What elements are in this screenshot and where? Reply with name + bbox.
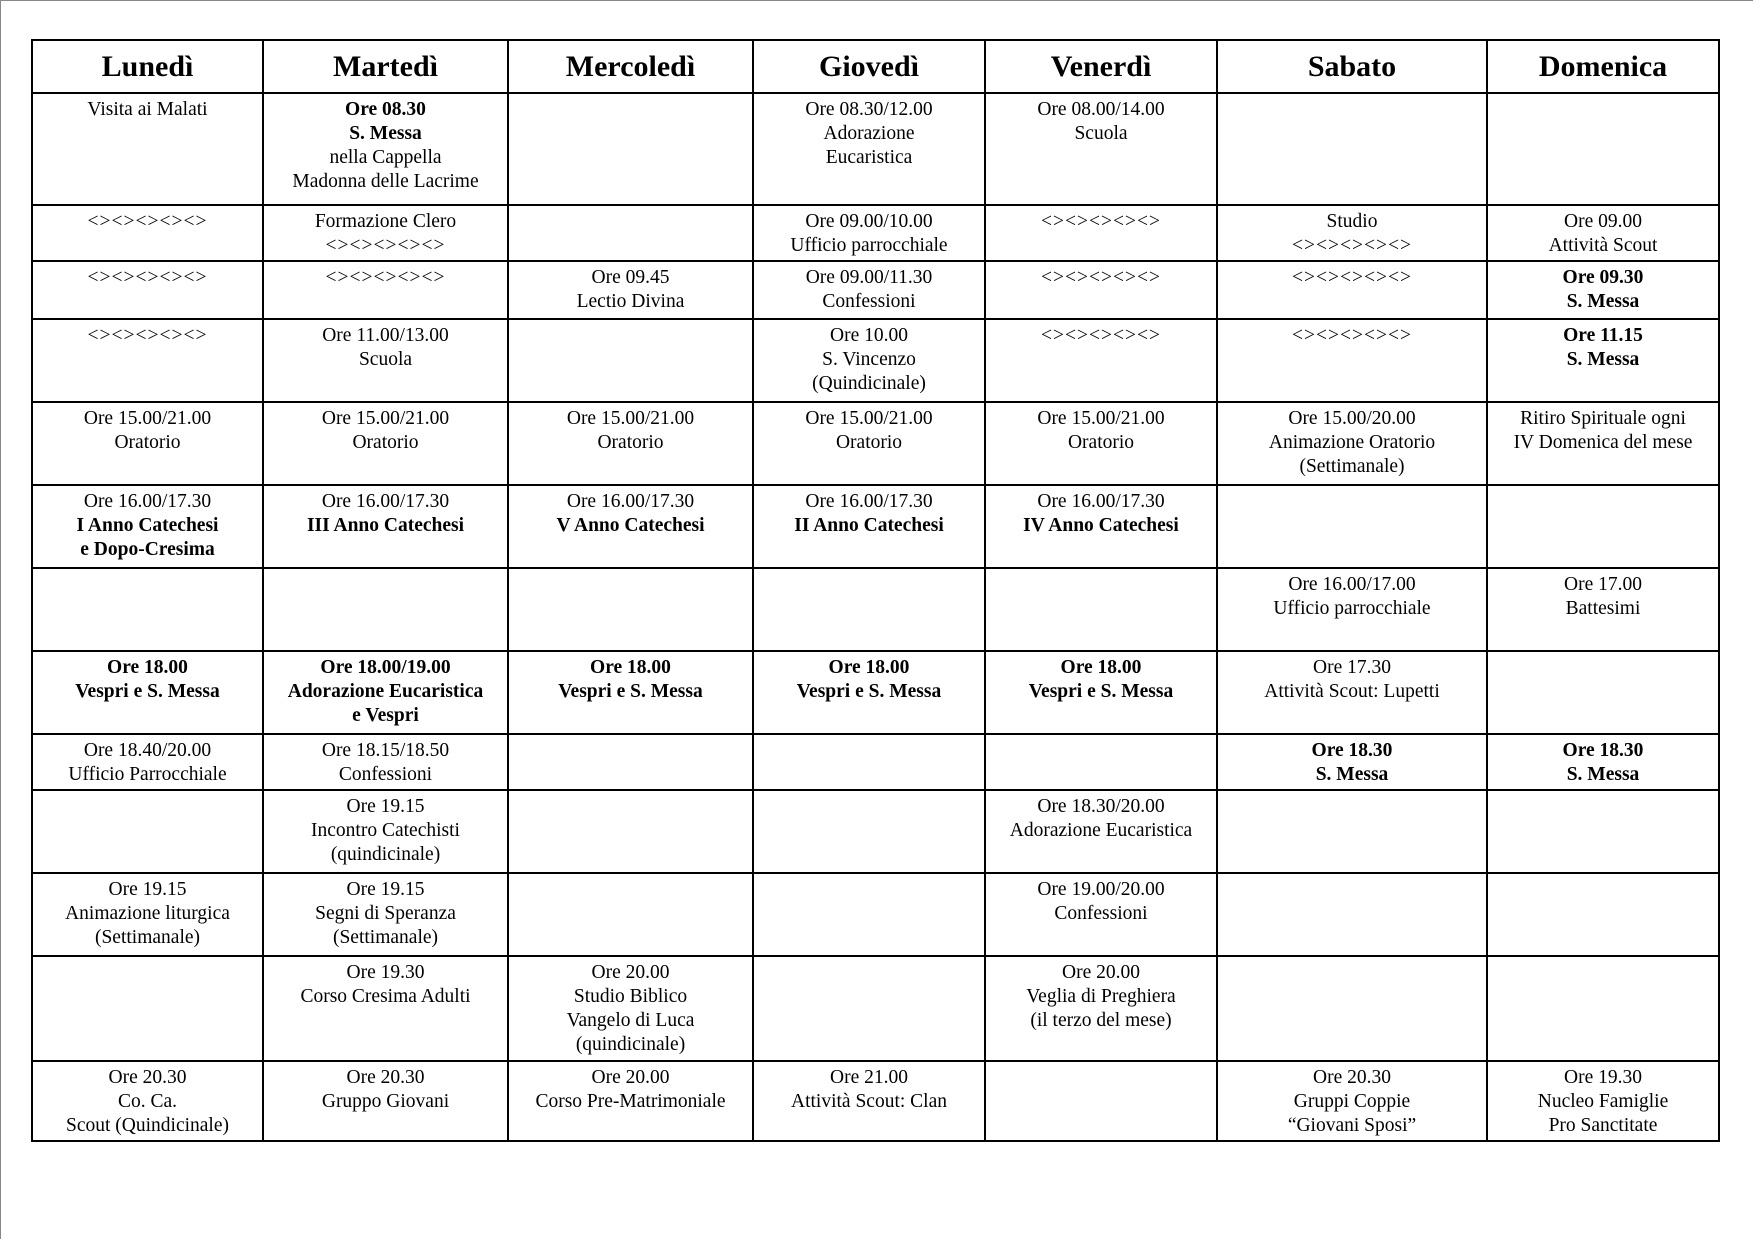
schedule-cell-sabato	[1217, 485, 1487, 568]
schedule-cell-domenica	[1487, 568, 1719, 651]
schedule-cell-giovedi	[753, 790, 985, 873]
schedule-cell-lunedi	[32, 261, 263, 319]
schedule-cell-giovedi	[753, 205, 985, 261]
schedule-cell-mercoledi	[508, 93, 753, 205]
schedule-cell-domenica	[1487, 261, 1719, 319]
event-text: (quindicinale)	[575, 1034, 686, 1055]
event-text: Ore 18.30/20.00	[1037, 796, 1165, 817]
schedule-cell-lunedi	[32, 319, 263, 402]
event-text: Gruppo Giovani	[321, 1091, 450, 1112]
event-text: Adorazione Eucaristica	[1009, 820, 1193, 841]
schedule-row	[32, 93, 1719, 205]
event-text: Ore 19.30	[1564, 1067, 1642, 1088]
day-header-giovedi: Giovedì	[753, 40, 985, 93]
event-text: Battesimi	[1565, 598, 1641, 619]
schedule-cell-giovedi	[753, 1061, 985, 1141]
event-text: Ore 16.00/17.30	[566, 491, 695, 512]
event-text: Adorazione	[823, 123, 915, 144]
schedule-cell-mercoledi	[508, 261, 753, 319]
schedule-cell-venerdi	[985, 205, 1217, 261]
event-text: Ore 15.00/20.00	[1288, 408, 1416, 429]
event-text: Confessioni	[338, 764, 433, 785]
schedule-cell-venerdi	[985, 402, 1217, 485]
day-header-sabato: Sabato	[1217, 40, 1487, 93]
schedule-cell-domenica	[1487, 1061, 1719, 1141]
schedule-row	[32, 319, 1719, 402]
event-text: Oratorio	[352, 432, 419, 453]
event-text: Vespri e S. Messa	[1028, 681, 1174, 702]
event-text: Ore 11.00/13.00	[322, 325, 449, 346]
separator-ornament: <><><><><>	[1041, 211, 1161, 232]
schedule-cell-lunedi	[32, 93, 263, 205]
schedule-cell-martedi	[263, 485, 508, 568]
event-text: Ore 18.00/19.00	[320, 657, 451, 678]
event-text: Ore 17.30	[1313, 657, 1391, 678]
schedule-cell-martedi	[263, 790, 508, 873]
schedule-cell-lunedi	[32, 651, 263, 734]
schedule-cell-giovedi	[753, 93, 985, 205]
schedule-cell-venerdi	[985, 734, 1217, 790]
schedule-cell-domenica	[1487, 93, 1719, 205]
event-text: Ore 09.00	[1564, 211, 1642, 232]
schedule-cell-sabato	[1217, 1061, 1487, 1141]
event-text: (Quindicinale)	[812, 373, 926, 394]
event-text: Ore 09.00/11.30	[805, 267, 933, 288]
event-text: Ore 20.00	[591, 962, 670, 983]
event-text: Corso Cresima Adulti	[300, 986, 471, 1007]
schedule-cell-martedi	[263, 93, 508, 205]
schedule-cell-sabato	[1217, 93, 1487, 205]
schedule-cell-martedi	[263, 402, 508, 485]
event-text: S. Messa	[349, 123, 422, 144]
event-text: Incontro Catechisti	[311, 820, 460, 841]
schedule-cell-domenica	[1487, 790, 1719, 873]
event-text: S. Messa	[1566, 764, 1640, 785]
event-text: Attività Scout	[1548, 235, 1658, 256]
schedule-cell-giovedi	[753, 734, 985, 790]
event-text: IV Anno Catechesi	[1023, 515, 1179, 536]
event-text: Ufficio parrocchiale	[790, 235, 948, 256]
schedule-cell-lunedi	[32, 568, 263, 651]
event-text: Veglia di Preghiera	[1026, 986, 1176, 1007]
schedule-cell-domenica	[1487, 734, 1719, 790]
event-text: Confessioni	[1054, 903, 1148, 924]
event-text: Ore 20.30	[346, 1067, 425, 1088]
schedule-cell-venerdi	[985, 956, 1217, 1061]
weekly-schedule-table	[31, 39, 1720, 1142]
header-row	[32, 40, 1719, 93]
event-text: Ore 20.30	[1313, 1067, 1391, 1088]
event-text: Ore 21.00	[830, 1067, 908, 1088]
event-text: Ore 19.15	[108, 879, 187, 900]
event-text: nella Cappella	[329, 147, 442, 168]
schedule-row	[32, 790, 1719, 873]
event-text: Ore 16.00/17.30	[805, 491, 933, 512]
event-text: “Giovani Sposi”	[1287, 1115, 1417, 1136]
schedule-row	[32, 402, 1719, 485]
event-text: Ore 16.00/17.30	[83, 491, 212, 512]
event-text: Corso Pre-Matrimoniale	[535, 1091, 726, 1112]
event-text: Co. Ca.	[117, 1091, 178, 1112]
schedule-cell-mercoledi	[508, 485, 753, 568]
schedule-cell-domenica	[1487, 402, 1719, 485]
event-text: I Anno Catechesi	[76, 515, 219, 536]
schedule-cell-martedi	[263, 1061, 508, 1141]
event-text: (Settimanale)	[332, 927, 439, 948]
event-text: (quindicinale)	[330, 844, 441, 865]
schedule-cell-mercoledi	[508, 873, 753, 956]
schedule-row	[32, 205, 1719, 261]
day-header-mercoledi: Mercoledì	[508, 40, 753, 93]
event-text: Ore 18.30	[1562, 740, 1644, 761]
schedule-row	[32, 1061, 1719, 1141]
event-text: Oratorio	[835, 432, 903, 453]
event-text: Lectio Divina	[576, 291, 685, 312]
separator-ornament: <><><><><>	[1292, 325, 1412, 346]
day-header-venerdi: Venerdì	[985, 40, 1217, 93]
event-text: Nucleo Famiglie	[1537, 1091, 1669, 1112]
schedule-cell-sabato	[1217, 956, 1487, 1061]
schedule-cell-venerdi	[985, 93, 1217, 205]
event-text: Ore 18.00	[1060, 657, 1142, 678]
event-text: Ore 18.30	[1311, 740, 1393, 761]
schedule-cell-martedi	[263, 651, 508, 734]
event-text: S. Vincenzo	[822, 349, 916, 370]
schedule-cell-domenica	[1487, 956, 1719, 1061]
event-text: Vespri e S. Messa	[558, 681, 703, 702]
event-text: V Anno Catechesi	[556, 515, 705, 536]
schedule-cell-lunedi	[32, 734, 263, 790]
event-text: Ore 16.00/17.00	[1288, 574, 1416, 595]
event-text: Ore 17.00	[1564, 574, 1642, 595]
event-text: Scout (Quindicinale)	[66, 1115, 229, 1136]
event-text: Ore 20.00	[591, 1067, 670, 1088]
separator-ornament: <><><><><>	[1292, 267, 1412, 288]
schedule-cell-giovedi	[753, 956, 985, 1061]
event-text: (Settimanale)	[1299, 456, 1405, 477]
schedule-cell-giovedi	[753, 651, 985, 734]
event-text: Ore 15.00/21.00	[1037, 408, 1165, 429]
separator-ornament: <><><><><>	[325, 267, 446, 288]
event-text: Confessioni	[822, 291, 916, 312]
schedule-cell-martedi	[263, 873, 508, 956]
event-text: Ore 18.00	[107, 657, 188, 678]
event-text: Ore 19.15	[346, 796, 425, 817]
separator-ornament: <><><><><>	[1041, 267, 1161, 288]
schedule-cell-domenica	[1487, 485, 1719, 568]
schedule-row	[32, 956, 1719, 1061]
separator-ornament: <><><><><>	[1041, 325, 1161, 346]
event-text: Ore 18.15/18.50	[321, 740, 450, 761]
schedule-cell-lunedi	[32, 205, 263, 261]
event-text: Oratorio	[597, 432, 664, 453]
event-text: Attività Scout: Clan	[791, 1091, 947, 1112]
separator-ornament: <><><><><>	[87, 325, 208, 346]
schedule-cell-sabato	[1217, 402, 1487, 485]
day-header-martedi: Martedì	[263, 40, 508, 93]
event-text: Scuola	[358, 349, 413, 370]
event-text: Ore 09.30	[1562, 267, 1644, 288]
event-text: Ufficio Parrocchiale	[68, 764, 227, 785]
event-text: Ore 15.00/21.00	[566, 408, 695, 429]
event-text: Ore 10.00	[830, 325, 908, 346]
event-text: Ore 09.45	[591, 267, 670, 288]
event-text: Ufficio parrocchiale	[1273, 598, 1431, 619]
event-text: Ore 08.30	[345, 99, 426, 120]
event-text: Vespri e S. Messa	[796, 681, 942, 702]
schedule-cell-lunedi	[32, 873, 263, 956]
event-text: Pro Sanctitate	[1548, 1115, 1658, 1136]
event-text: II Anno Catechesi	[794, 515, 944, 536]
schedule-cell-martedi	[263, 319, 508, 402]
event-text: Visita ai Malati	[87, 99, 208, 120]
schedule-cell-lunedi	[32, 956, 263, 1061]
schedule-row	[32, 734, 1719, 790]
schedule-cell-venerdi	[985, 261, 1217, 319]
schedule-cell-sabato	[1217, 651, 1487, 734]
schedule-cell-venerdi	[985, 319, 1217, 402]
schedule-row	[32, 261, 1719, 319]
schedule-cell-mercoledi	[508, 402, 753, 485]
event-text: Vangelo di Luca	[566, 1010, 695, 1031]
schedule-cell-domenica	[1487, 319, 1719, 402]
separator-ornament: <><><><><>	[325, 235, 446, 256]
event-text: Madonna delle Lacrime	[292, 171, 479, 192]
event-text: Ore 20.30	[108, 1067, 187, 1088]
event-text: Scuola	[1074, 123, 1128, 144]
schedule-row	[32, 485, 1719, 568]
schedule-cell-venerdi	[985, 790, 1217, 873]
schedule-cell-mercoledi	[508, 319, 753, 402]
event-text: III Anno Catechesi	[306, 515, 465, 536]
schedule-cell-sabato	[1217, 205, 1487, 261]
event-text: Ore 08.00/14.00	[1037, 99, 1165, 120]
schedule-cell-giovedi	[753, 485, 985, 568]
event-text: Gruppi Coppie	[1293, 1091, 1411, 1112]
schedule-cell-lunedi	[32, 1061, 263, 1141]
event-text: Adorazione Eucaristica	[287, 681, 484, 702]
schedule-cell-venerdi	[985, 485, 1217, 568]
schedule-row	[32, 873, 1719, 956]
schedule-cell-lunedi	[32, 790, 263, 873]
schedule-cell-mercoledi	[508, 956, 753, 1061]
schedule-cell-martedi	[263, 261, 508, 319]
event-text: Ore 19.30	[346, 962, 425, 983]
event-text: Ore 19.00/20.00	[1037, 879, 1165, 900]
schedule-cell-mercoledi	[508, 1061, 753, 1141]
event-text: Ore 15.00/21.00	[805, 408, 933, 429]
event-text: Studio	[1326, 211, 1378, 232]
event-text: S. Messa	[1315, 764, 1389, 785]
schedule-cell-mercoledi	[508, 205, 753, 261]
event-text: Attività Scout: Lupetti	[1264, 681, 1440, 702]
schedule-cell-mercoledi	[508, 651, 753, 734]
event-text: (il terzo del mese)	[1030, 1010, 1172, 1031]
schedule-cell-sabato	[1217, 790, 1487, 873]
event-text: Animazione liturgica	[65, 903, 230, 924]
day-header-lunedi: Lunedì	[32, 40, 263, 93]
schedule-cell-venerdi	[985, 651, 1217, 734]
event-text: Ore 15.00/21.00	[83, 408, 212, 429]
event-text: Ore 20.00	[1062, 962, 1140, 983]
schedule-cell-martedi	[263, 568, 508, 651]
event-text: Animazione Oratorio	[1268, 432, 1436, 453]
separator-ornament: <><><><><>	[87, 267, 208, 288]
schedule-cell-venerdi	[985, 1061, 1217, 1141]
event-text: Formazione Clero	[314, 211, 457, 232]
event-text: (Settimanale)	[94, 927, 201, 948]
schedule-cell-venerdi	[985, 873, 1217, 956]
schedule-cell-giovedi	[753, 402, 985, 485]
day-header-domenica: Domenica	[1487, 40, 1719, 93]
separator-ornament: <><><><><>	[1292, 235, 1412, 256]
schedule-cell-giovedi	[753, 873, 985, 956]
event-text: e Vespri	[352, 705, 419, 726]
schedule-cell-mercoledi	[508, 790, 753, 873]
event-text: Ore 11.15	[1563, 325, 1643, 346]
schedule-cell-martedi	[263, 205, 508, 261]
event-text: Ore 15.00/21.00	[321, 408, 450, 429]
schedule-cell-domenica	[1487, 651, 1719, 734]
schedule-cell-domenica	[1487, 205, 1719, 261]
schedule-cell-sabato	[1217, 734, 1487, 790]
event-text: Ore 18.00	[828, 657, 910, 678]
schedule-cell-sabato	[1217, 261, 1487, 319]
separator-ornament: <><><><><>	[87, 211, 208, 232]
event-text: S. Messa	[1566, 291, 1640, 312]
event-text: IV Domenica del mese	[1513, 432, 1693, 453]
schedule-cell-mercoledi	[508, 568, 753, 651]
schedule-cell-giovedi	[753, 261, 985, 319]
schedule-cell-sabato	[1217, 873, 1487, 956]
schedule-cell-domenica	[1487, 873, 1719, 956]
event-text: Ritiro Spirituale ogni	[1520, 408, 1686, 429]
schedule-cell-giovedi	[753, 568, 985, 651]
schedule-cell-lunedi	[32, 402, 263, 485]
event-text: S. Messa	[1566, 349, 1640, 370]
event-text: Oratorio	[114, 432, 181, 453]
event-text: Ore 19.15	[346, 879, 425, 900]
event-text: Oratorio	[1067, 432, 1135, 453]
event-text: e Dopo-Cresima	[80, 539, 215, 560]
schedule-cell-sabato	[1217, 319, 1487, 402]
schedule-row	[32, 651, 1719, 734]
schedule-cell-lunedi	[32, 485, 263, 568]
schedule-cell-venerdi	[985, 568, 1217, 651]
schedule-cell-giovedi	[753, 319, 985, 402]
schedule-cell-sabato	[1217, 568, 1487, 651]
event-text: Eucaristica	[825, 147, 913, 168]
schedule-cell-martedi	[263, 734, 508, 790]
event-text: Vespri e S. Messa	[75, 681, 220, 702]
schedule-cell-martedi	[263, 956, 508, 1061]
event-text: Studio Biblico	[573, 986, 688, 1007]
schedule-row	[32, 568, 1719, 651]
event-text: Ore 09.00/10.00	[805, 211, 933, 232]
event-text: Ore 16.00/17.30	[1037, 491, 1165, 512]
schedule-body	[32, 93, 1719, 1141]
event-text: Ore 18.00	[590, 657, 671, 678]
event-text: Segni di Speranza	[315, 903, 456, 924]
event-text: Ore 18.40/20.00	[83, 740, 212, 761]
event-text: Ore 16.00/17.30	[321, 491, 450, 512]
schedule-cell-mercoledi	[508, 734, 753, 790]
event-text: Ore 08.30/12.00	[805, 99, 933, 120]
